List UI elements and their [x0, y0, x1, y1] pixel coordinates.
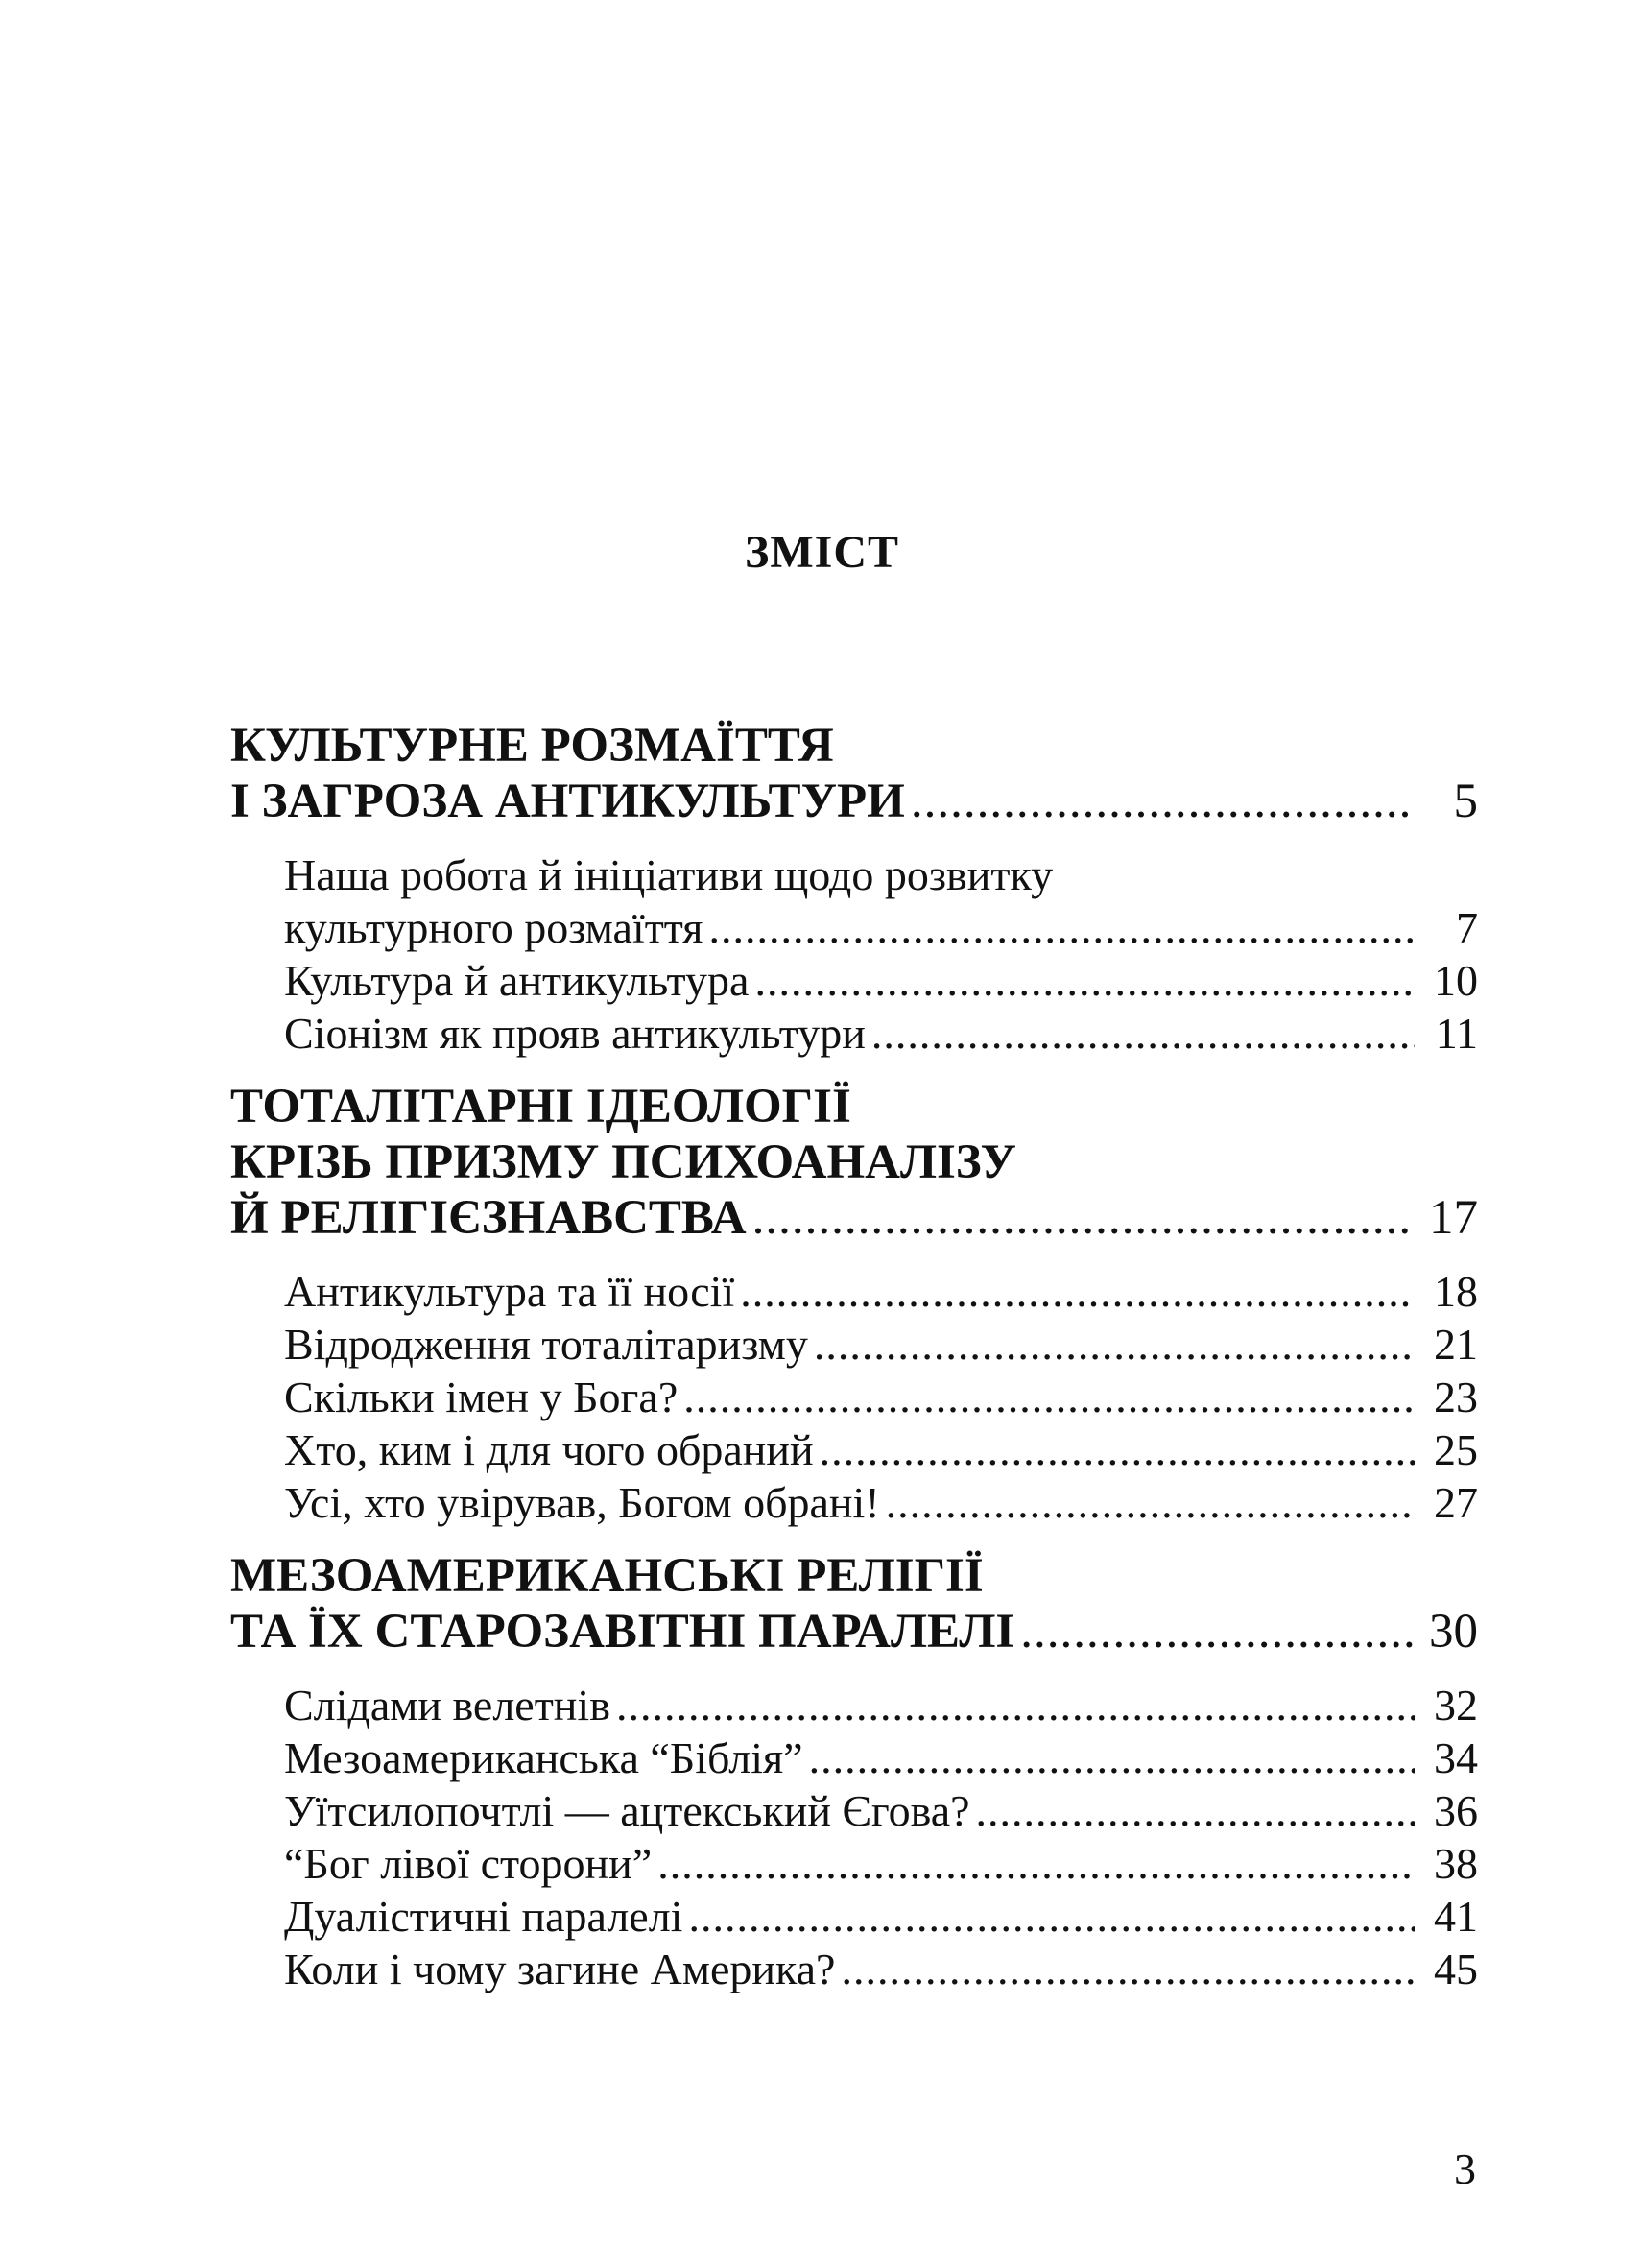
toc-item[interactable] [284, 1423, 1478, 1476]
toc-item[interactable] [284, 1318, 1478, 1371]
section-page-number: 30 [1429, 1605, 1478, 1659]
toc-item-page: 36 [1434, 1786, 1478, 1835]
toc-item[interactable] [284, 1943, 1478, 1995]
toc-item-label: Культура й антикультура [284, 956, 750, 1005]
toc-item[interactable] [284, 1371, 1478, 1423]
toc-section [230, 718, 1478, 1060]
toc-item[interactable] [284, 1476, 1478, 1529]
toc-item-label: Уїтсилопочтлі — ацтекський Єгова? [284, 1786, 970, 1835]
toc-item-page: 25 [1434, 1425, 1478, 1474]
toc-item[interactable] [284, 1007, 1478, 1060]
section-heading-line: І ЗАГРОЗА АНТИКУЛЬТУРИ [230, 775, 905, 828]
toc-item-page: 23 [1434, 1373, 1478, 1421]
section-heading-entry [230, 774, 1478, 829]
toc-item-label: Усі, хто увірував, Богом обрані! [284, 1478, 880, 1527]
section-page-number: 5 [1453, 775, 1478, 828]
subsection-list [284, 1265, 1478, 1529]
toc-item[interactable] [284, 954, 1478, 1007]
leader-dots [688, 1890, 1415, 1943]
section-heading-line: Й РЕЛІГІЄЗНАВСТВА [230, 1191, 747, 1245]
page-number: 3 [1454, 2144, 1476, 2193]
toc-item-label: “Бог лівої сторони” [284, 1839, 653, 1888]
toc-item-label: Дуалістичні паралелі [284, 1892, 683, 1941]
leader-dots [976, 1784, 1415, 1837]
section-heading-line: КРІЗЬ ПРИЗМУ ПСИХОАНАЛІЗУ [230, 1135, 1016, 1189]
section-heading-line: ТОТАЛІТАРНІ ІДЕОЛОГІЇ [230, 1080, 851, 1134]
toc-item-page: 27 [1434, 1478, 1478, 1527]
toc-item-page: 34 [1434, 1733, 1478, 1782]
leader-dots [752, 1190, 1415, 1246]
leader-dots [657, 1837, 1415, 1890]
toc-item-page: 10 [1434, 956, 1478, 1005]
leader-dots [708, 901, 1415, 954]
section-heading-line: КУЛЬТУРНЕ РОЗМАЇТТЯ [230, 719, 834, 773]
leader-dots [809, 1731, 1415, 1784]
section-heading[interactable] [230, 1079, 1478, 1246]
leader-dots [683, 1371, 1415, 1423]
toc-item[interactable] [284, 1731, 1478, 1784]
section-page-number: 17 [1429, 1191, 1478, 1245]
toc-item-entry [284, 901, 1478, 954]
toc-item-label: Наша робота й ініціативи щодо розвитку [284, 850, 1054, 899]
subsection-list [284, 1679, 1478, 1995]
toc-item[interactable] [284, 1784, 1478, 1837]
leader-dots [754, 954, 1415, 1007]
section-heading-line: МЕЗОАМЕРИКАНСЬКІ РЕЛІГІЇ [230, 1549, 984, 1603]
toc-item-label: Скільки імен у Бога? [284, 1373, 679, 1421]
leader-dots [814, 1318, 1415, 1371]
toc-item-page: 21 [1434, 1320, 1478, 1369]
toc-item-page: 32 [1434, 1681, 1478, 1730]
leader-dots [841, 1943, 1415, 1995]
toc-item-label: культурного розмаїття [284, 903, 703, 952]
toc-item-label: Хто, ким і для чого обраний [284, 1425, 814, 1474]
section-heading-line: ТА ЇХ СТАРОЗАВІТНІ ПАРАЛЕЛІ [230, 1605, 1015, 1659]
toc-item-label: Антикультура та її носії [284, 1267, 735, 1316]
toc-item-page: 45 [1434, 1945, 1478, 1993]
toc-item-label: Слідами велетнів [284, 1681, 610, 1730]
leader-dots [820, 1423, 1415, 1476]
toc-item-label: Сіонізм як прояв антикультури [284, 1009, 866, 1058]
leader-dots [911, 774, 1415, 829]
table-of-contents [230, 718, 1478, 2015]
section-heading[interactable] [230, 1548, 1478, 1659]
subsection-list [284, 848, 1478, 1060]
section-heading-entry [230, 1190, 1478, 1246]
toc-section [230, 1079, 1478, 1529]
leader-dots [1020, 1604, 1415, 1659]
toc-item[interactable] [284, 1679, 1478, 1731]
toc-item-label: Мезоамериканська “Біблія” [284, 1733, 803, 1782]
leader-dots [886, 1476, 1415, 1529]
leader-dots [616, 1679, 1415, 1731]
toc-item-page: 41 [1434, 1892, 1478, 1941]
toc-item-page: 11 [1435, 1009, 1478, 1058]
toc-item[interactable] [284, 1265, 1478, 1318]
toc-item-page: 18 [1434, 1267, 1478, 1316]
toc-item[interactable] [284, 1890, 1478, 1943]
toc-item[interactable] [284, 1837, 1478, 1890]
leader-dots [740, 1265, 1415, 1318]
toc-item-label: Відродження тоталітаризму [284, 1320, 808, 1369]
page-title: ЗМІСТ [745, 527, 899, 578]
leader-dots [871, 1007, 1415, 1060]
toc-item-page: 38 [1434, 1839, 1478, 1888]
toc-section [230, 1548, 1478, 1995]
toc-item-page: 7 [1456, 903, 1478, 952]
toc-item-label: Коли і чому загине Америка? [284, 1945, 836, 1993]
toc-item[interactable] [284, 848, 1478, 954]
section-heading[interactable] [230, 718, 1478, 829]
section-heading-entry [230, 1604, 1478, 1659]
